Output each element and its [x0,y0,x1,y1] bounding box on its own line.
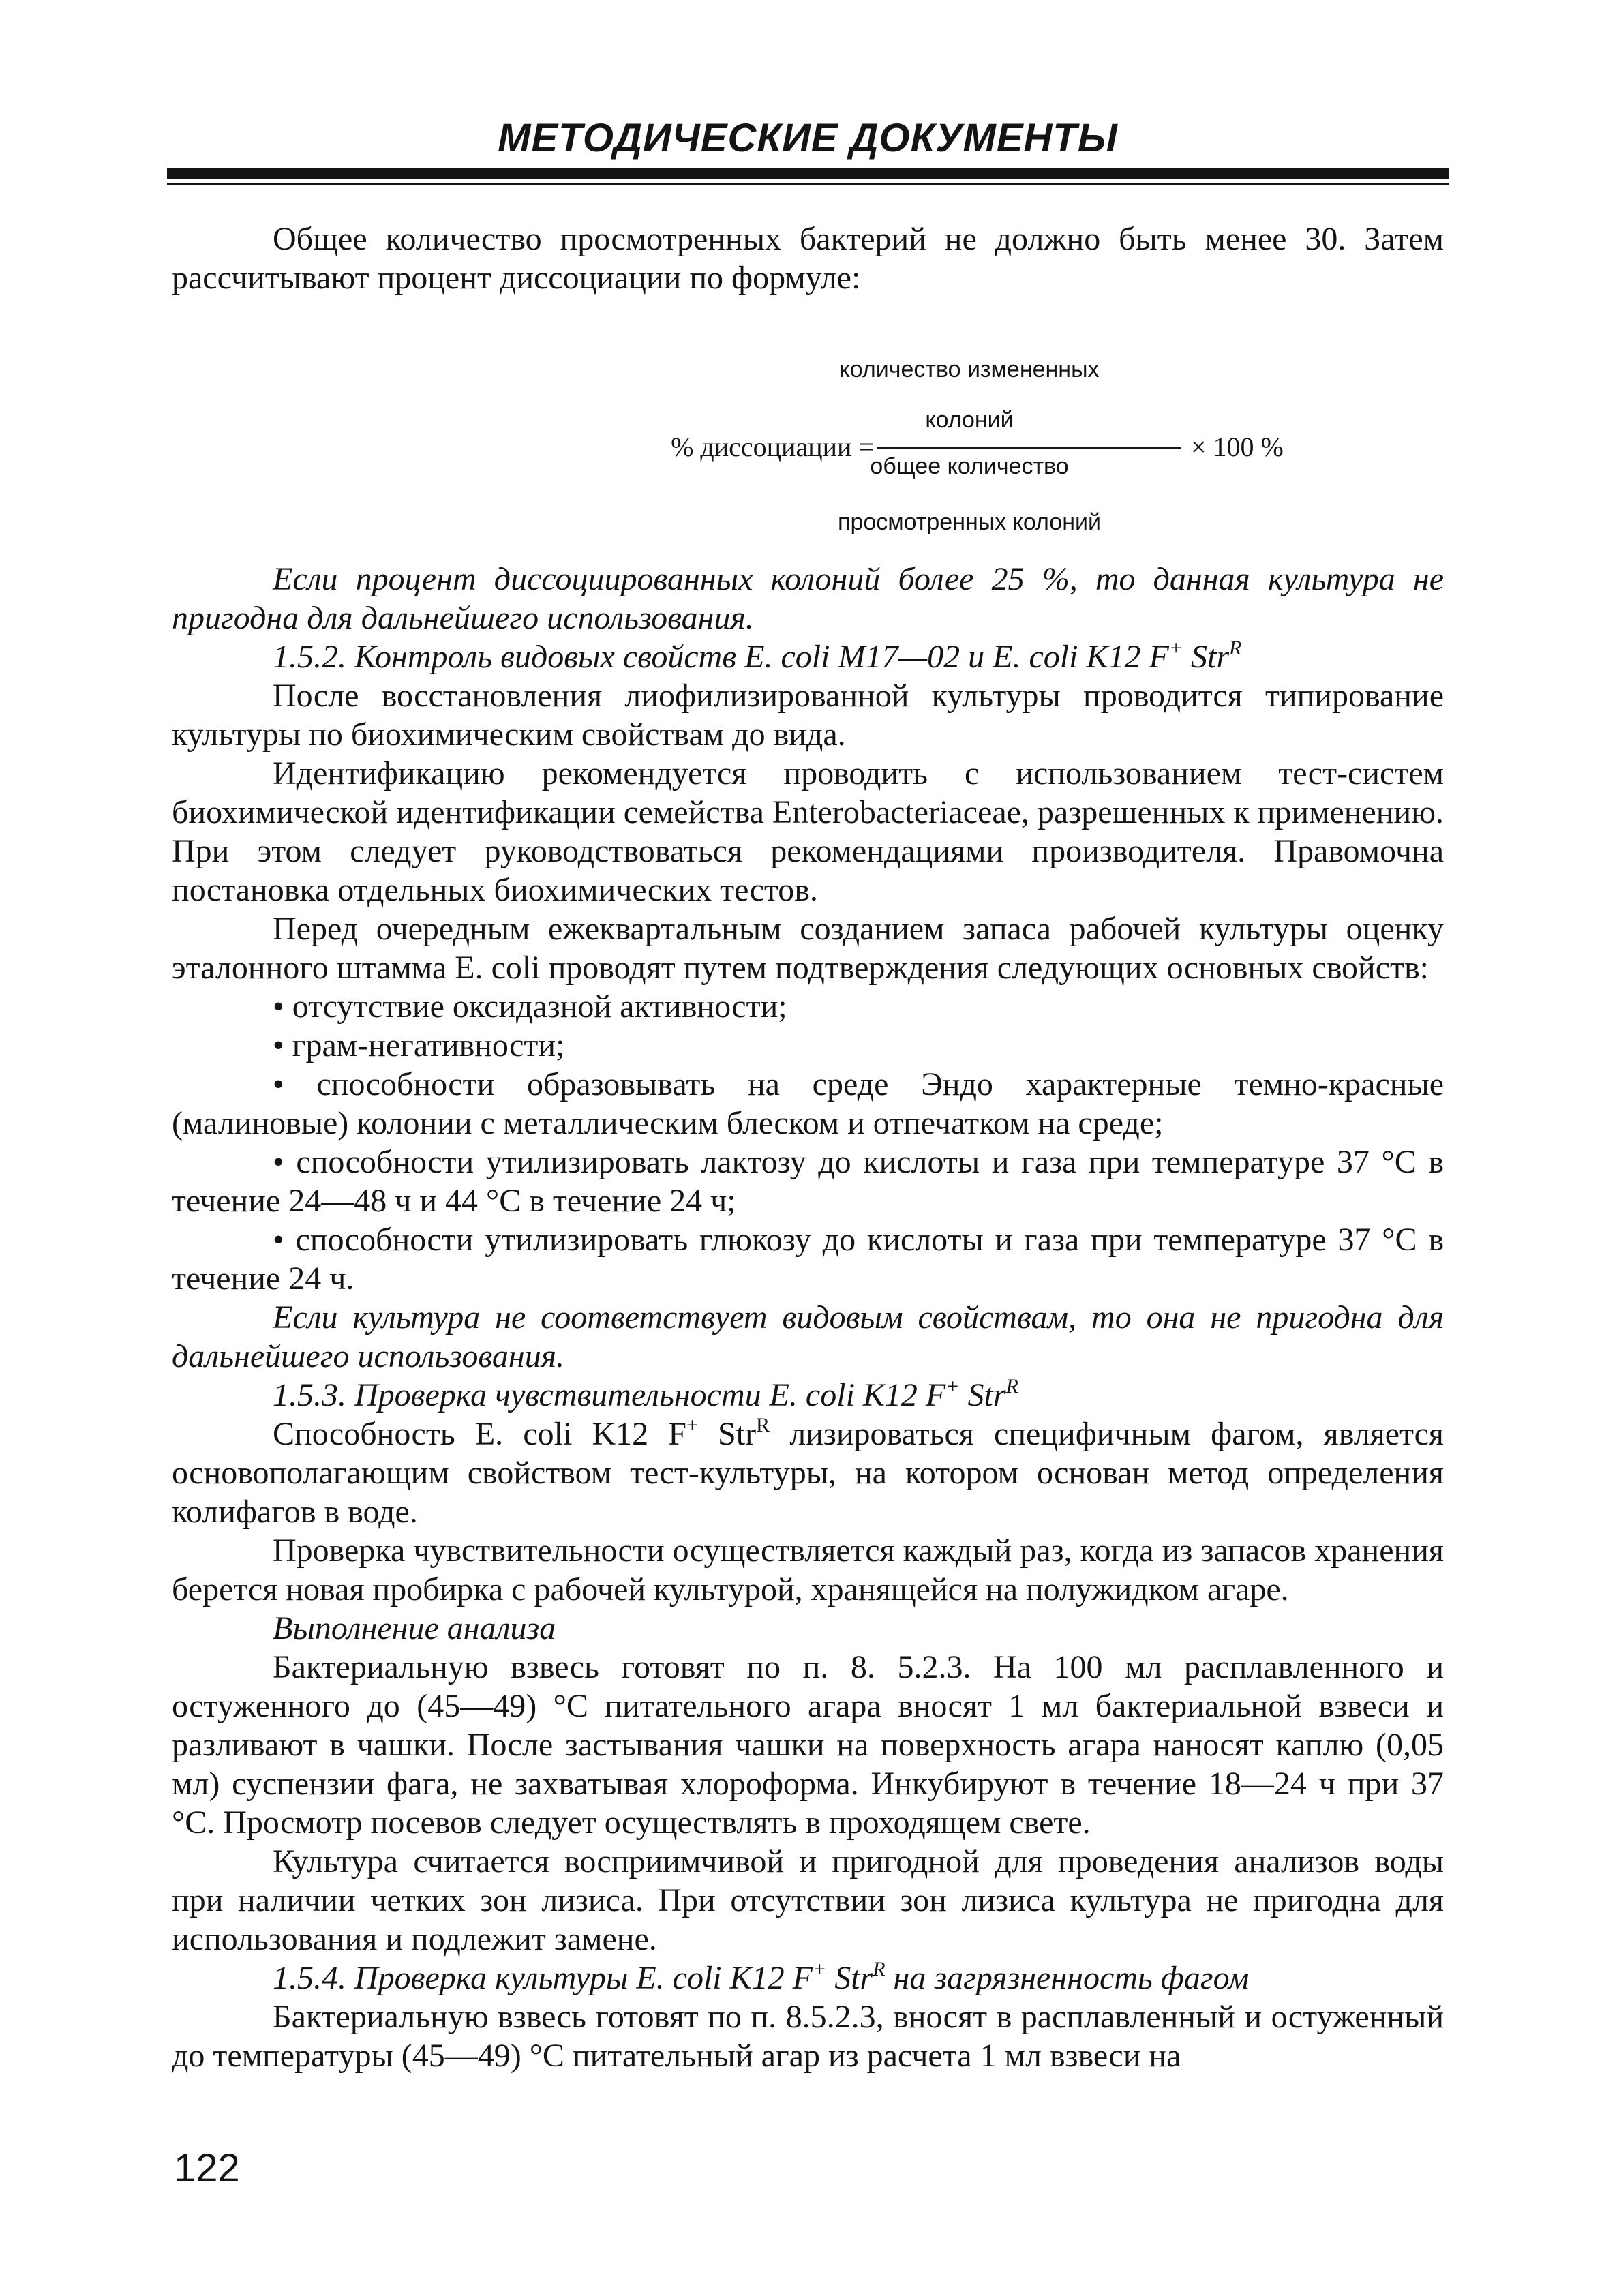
dissociation-formula [172,297,1444,560]
formula-fraction-bar [877,447,1181,449]
formula-numerator-line2: колоний [925,407,1014,433]
paragraph-str: Str [697,1416,757,1452]
paragraph-text: Способность E. coli K12 F [273,1416,686,1452]
section-1-5-4-paragraph-1: Бактериальную взвесь готовят по п. 8.5.2.3, вносят в расплавленный и остуженный до температуры (45—49) °C питательный агар из расчета 1 мл взвеси на [172,1999,1444,2074]
formula-numerator-line1: количество измененных [839,357,1100,382]
section-1-5-3-paragraph-3: Бактериальную взвесь готовят по п. 8. 5.2.3. На 100 мл расплавленного и остуженного до (45—49) °C питательного агара вносят 1 мл бактериальной взвеси и разливают в чашки. После застывания чашки на поверхность агара наносят каплю (0,05 мл) суспензии фага, не захватывая хлороформа. Инкубируют в течение 18—24 ч при 37 °C. Просмотр посевов следует осуществлять в проходящем свете. [172,1649,1444,1841]
superscript-r: R [756,1414,770,1436]
paragraph-text-continued: лизироваться специфичным фагом, является основополагающим свойством тест-культуры, на котором основан метод определения колифагов в воде. [172,1416,1444,1530]
heading-text: 1.5.2. Контроль видовых свойств E. coli M17—02 и E. coli K12 F [273,639,1169,675]
running-header-title: МЕТОДИЧЕСКИЕ ДОКУМЕНТЫ [498,116,1118,160]
section-1-5-2-paragraph-3: Перед очередным ежеквартальным созданием запаса рабочей культуры оценку эталонного штамма E. coli проводят путем подтверждения следующих основных свойств: [172,911,1444,986]
superscript-plus: + [812,1958,827,1980]
section-1-5-3-paragraph-2: Проверка чувствительности осуществляется каждый раз, когда из запасов хранения берется новая пробирка с рабочей культурой, хранящейся на полужидком агаре. [172,1532,1444,1607]
superscript-r: R [1005,1375,1018,1398]
section-1-5-3-heading [172,1376,1444,1415]
formula-denominator-line2: просмотренных колоний [838,509,1101,535]
formula-multiplier: × 100 % [1191,432,1284,462]
header-rule-thin [167,183,1449,185]
heading-str: Str [1183,639,1230,675]
section-1-5-2-paragraph-1: После восстановления лиофилизированной культуры проводится типирование культуры по биохимическим свойствам до вида. [172,678,1444,753]
property-list-item: • способности образовывать на среде Эндо характерные темно-красные (малиновые) колонии с металлическим блеском и отпечатком на среде; [172,1066,1444,1141]
section-1-5-3-paragraph-4: Культура считается восприимчивой и пригодной для проведения анализов воды при наличии четких зон лизиса. При отсутствии зон лизиса культура не пригодна для использования и подлежит замене. [172,1843,1444,1957]
superscript-plus: + [945,1375,960,1398]
heading-str: Str [959,1377,1006,1413]
section-1-5-4-heading [172,1959,1444,1997]
section-1-5-2-heading [172,637,1444,676]
section-1-5-2-paragraph-2: Идентификацию рекомендуется проводить с использованием тест-систем биохимической идентификации семейства Enterobacteriaceae, разрешенных к применению. При этом следует руководствоваться рекомендациями производителя. Правомочна постановка отдельных биохимических тестов. [172,755,1444,908]
section-1-5-3-paragraph-1 [172,1415,1444,1531]
heading-end: на загрязненность фагом [885,1960,1250,1996]
page-number: 122 [174,2146,240,2190]
header-rule-thick [167,168,1449,179]
superscript-plus: + [686,1414,698,1436]
heading-str: Str [826,1960,873,1996]
intro-paragraph: Общее количество просмотренных бактерий не должно быть менее 30. Затем рассчитывают процент диссоциации по формуле: [172,221,1444,296]
heading-text: 1.5.3. Проверка чувствительности E. coli K12 F [273,1377,946,1413]
formula-label: % диссоциации = [671,432,874,462]
property-list-item: • способности утилизировать глюкозу до кислоты и газа при температуре 37 °C в течение 24 ч. [172,1222,1444,1297]
superscript-r: R [873,1958,886,1980]
property-list-item: • отсутствие оксидазной активности; [273,988,787,1025]
superscript-r: R [1229,637,1242,659]
property-list-item: • грам-негативности; [273,1027,565,1063]
species-properties-note: Если культура не соответствует видовым свойствам, то она не пригодна для дальнейшего использования. [172,1299,1444,1374]
heading-text: 1.5.4. Проверка культуры E. coli K12 F [273,1960,813,1996]
superscript-plus: + [1168,637,1183,659]
dissociation-note: Если процент диссоциированных колоний более 25 %, то данная культура не пригодна для дальнейшего использования. [172,561,1444,636]
analysis-subheading: Выполнение анализа [273,1610,556,1646]
body-text [172,220,1444,2075]
formula-denominator-line1: общее количество [870,453,1069,479]
property-list-item: • способности утилизировать лактозу до кислоты и газа при температуре 37 °C в течение 24—48 ч и 44 °C в течение 24 ч; [172,1144,1444,1219]
